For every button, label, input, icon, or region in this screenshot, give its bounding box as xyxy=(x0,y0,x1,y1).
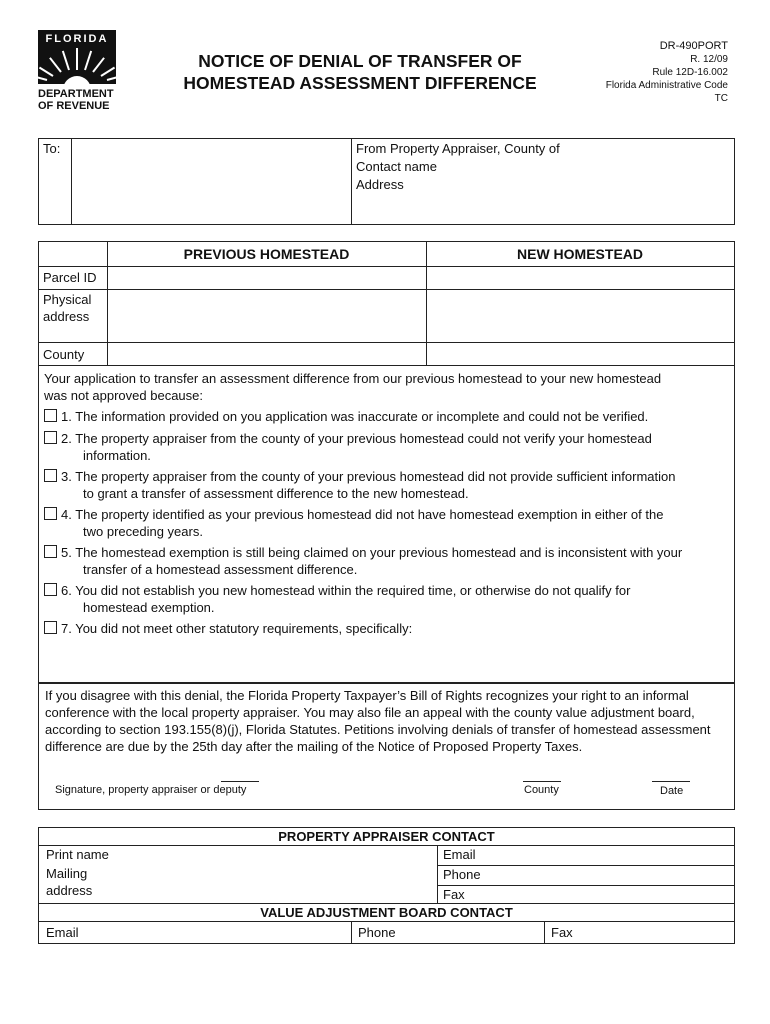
pa-email-label: Email xyxy=(443,847,476,862)
appeal-text-line1: If you disagree with this denial, the Florida Property Taxpayer’s Bill of Rights recognizes your right to an informal xyxy=(45,688,689,703)
vab-contact-header: VALUE ADJUSTMENT BOARD CONTACT xyxy=(260,905,513,920)
reason-4-checkbox[interactable] xyxy=(44,507,57,520)
pa-contact-header: PROPERTY APPRAISER CONTACT xyxy=(278,829,495,844)
reason-3-checkbox[interactable] xyxy=(44,469,57,482)
pa-phone-label: Phone xyxy=(443,867,481,882)
reason-2-cont: information. xyxy=(83,448,151,463)
form-revision: R. 12/09 xyxy=(690,54,728,65)
form-rule: Rule 12D-16.002 xyxy=(652,67,728,78)
reason-5: 5. The homestead exemption is still being claimed on your previous homestead and is inconsistent with your xyxy=(44,544,682,561)
county-label: County xyxy=(43,347,85,362)
reason-5-cont: transfer of a homestead assessment difference. xyxy=(83,562,358,577)
reason-2-checkbox[interactable] xyxy=(44,431,57,444)
pa-print-name-label: Print name xyxy=(46,847,109,862)
vab-fax-label: Fax xyxy=(551,925,573,940)
form-tc: TC xyxy=(714,93,728,104)
contact-name-label: Contact name xyxy=(356,159,437,174)
pa-mailing-label-line1: Mailing xyxy=(46,866,88,881)
reason-6-checkbox[interactable] xyxy=(44,583,57,596)
pa-fax-label: Fax xyxy=(443,887,465,902)
contact-section xyxy=(38,827,735,944)
to-label: To: xyxy=(43,141,61,156)
reason-2: 2. The property appraiser from the county of your previous homestead could not verify your homestead xyxy=(44,430,652,447)
reason-5-checkbox[interactable] xyxy=(44,545,57,558)
appeal-text-line3: according to section 193.155(8)(j), Florida Statutes. Petitions involving denials of transfer of homestead assessment xyxy=(45,722,711,737)
dor-logo xyxy=(38,30,116,128)
address-label: Address xyxy=(356,177,404,192)
form-number-block xyxy=(606,40,728,105)
form-admin-code: Florida Administrative Code xyxy=(605,80,728,91)
date-line[interactable] xyxy=(652,781,690,782)
reason-1: 1. The information provided on you application was inaccurate or incomplete and could not be verified. xyxy=(44,408,648,425)
signature-line[interactable] xyxy=(221,781,259,782)
logo-florida-text: FLORIDA xyxy=(45,33,109,45)
reason-4-cont: two preceding years. xyxy=(83,524,203,539)
new-homestead-header: NEW HOMESTEAD xyxy=(517,246,643,262)
homestead-section xyxy=(38,241,735,683)
logo-sun-graphic xyxy=(38,30,116,84)
parcel-id-label: Parcel ID xyxy=(43,270,97,285)
reason-1-checkbox[interactable] xyxy=(44,409,57,422)
logo-department-text: DEPARTMENT OF REVENUE xyxy=(38,88,114,112)
vab-email-label: Email xyxy=(46,925,79,940)
form-title: NOTICE OF DENIAL OF TRANSFER OF HOMESTEAD ASSESSMENT DIFFERENCE xyxy=(183,51,537,93)
county-sig-label: County xyxy=(524,784,559,796)
form-number: DR-490PORT xyxy=(659,40,728,52)
appeal-text-line4: difference are due by the 25th day after the mailing of the Notice of Proposed Property Taxes. xyxy=(45,739,583,754)
pa-mailing-label-line2: address xyxy=(46,883,93,898)
reason-3-cont: to grant a transfer of assessment difference to the new homestead. xyxy=(83,486,469,501)
denial-intro-line1: Your application to transfer an assessment difference from our previous homestead to your new homestead xyxy=(44,371,662,386)
signature-label: Signature, property appraiser or deputy xyxy=(55,784,247,796)
reason-4: 4. The property identified as your previous homestead did not have homestead exemption in either of the xyxy=(44,506,663,523)
appeal-section xyxy=(38,683,735,810)
address-block xyxy=(38,138,735,225)
reason-7: 7. You did not meet other statutory requirements, specifically: xyxy=(44,620,412,637)
reason-6: 6. You did not establish you new homestead within the required time, or otherwise do not qualify for xyxy=(44,582,630,599)
vab-phone-label: Phone xyxy=(358,925,396,940)
physical-address-label-line1: Physical xyxy=(43,292,92,307)
appeal-text-line2: conference with the local property appraiser. You may also file an appeal with the county value adjustment board, xyxy=(45,705,695,720)
denial-intro-line2: was not approved because: xyxy=(44,388,203,403)
reason-3: 3. The property appraiser from the county of your previous homestead did not provide sufficient information xyxy=(44,468,675,485)
county-line[interactable] xyxy=(523,781,561,782)
reason-7-checkbox[interactable] xyxy=(44,621,57,634)
from-label: From Property Appraiser, County of xyxy=(356,141,560,156)
physical-address-label-line2: address xyxy=(43,309,90,324)
previous-homestead-header: PREVIOUS HOMESTEAD xyxy=(183,246,350,262)
date-label: Date xyxy=(660,785,684,797)
reason-6-cont: homestead exemption. xyxy=(83,600,215,615)
